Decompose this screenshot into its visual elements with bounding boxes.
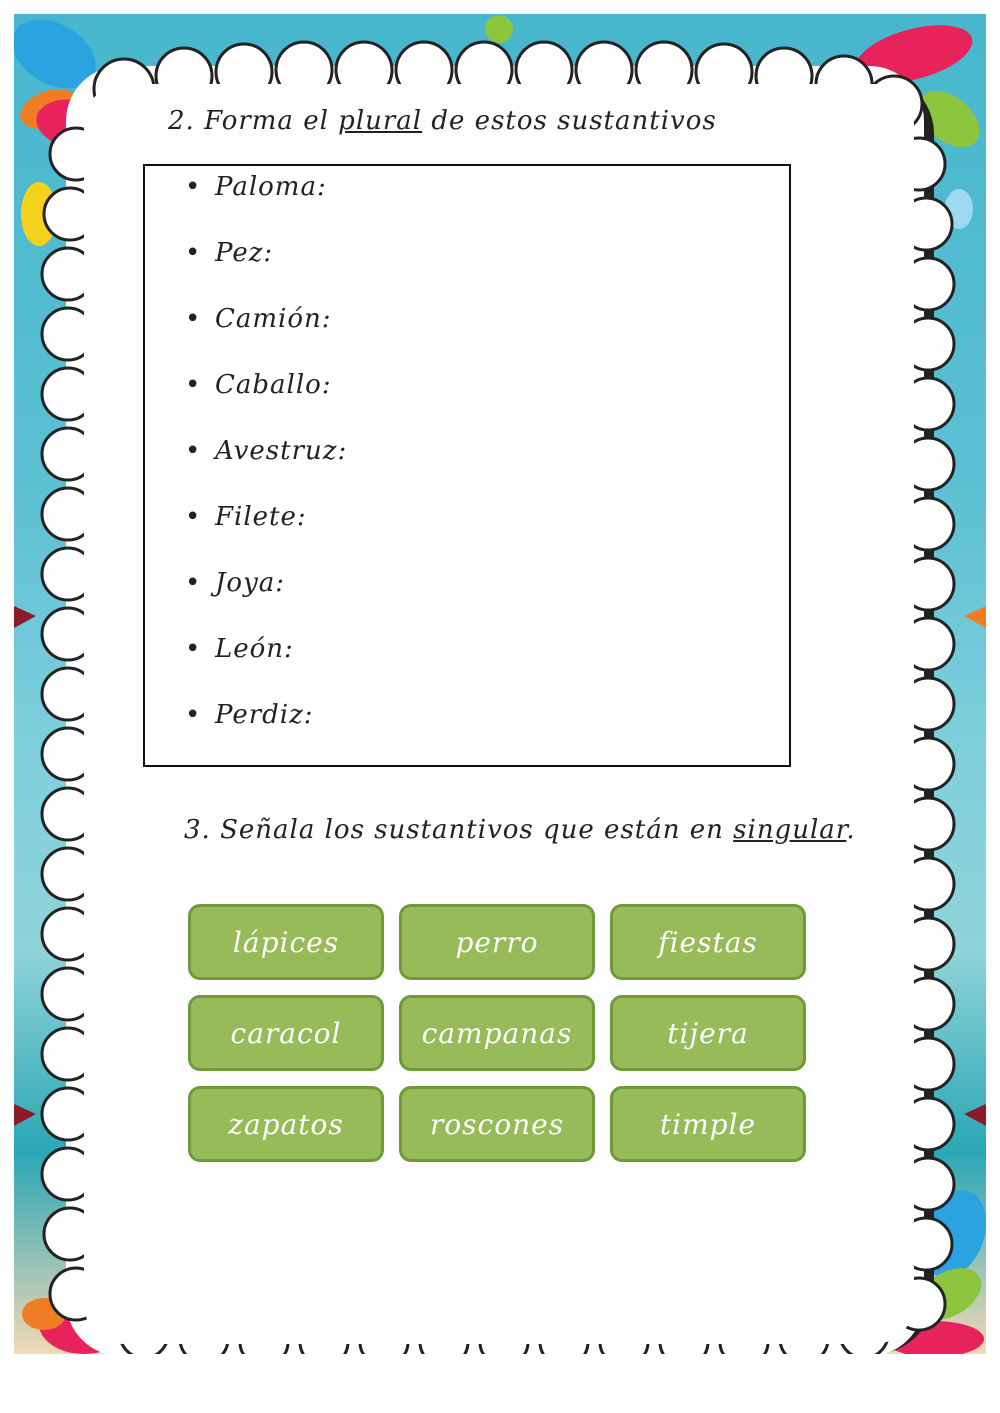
exercise-2-number: 2. [168,106,195,136]
word-button-perro[interactable]: perro [399,904,595,980]
bullet-icon: • [185,502,202,532]
word-button-tijera[interactable]: tijera [610,995,806,1071]
word-button-lapices[interactable]: lápices [188,904,384,980]
noun-item-paloma[interactable] [185,172,327,212]
noun-label: Perdiz: [215,700,314,730]
exercise-2-text-after: de estos sustantivos [431,106,717,136]
exercise-3-text-after: . [846,815,856,845]
exercise-2-underlined-word: plural [338,106,423,136]
bullet-icon: • [185,370,202,400]
bullet-icon: • [185,238,202,268]
bullet-icon: • [185,634,202,664]
noun-label: Joya: [215,568,286,598]
word-button-fiestas[interactable]: fiestas [610,904,806,980]
noun-item-leon[interactable] [185,634,294,674]
bullet-icon: • [185,172,202,202]
word-button-zapatos[interactable]: zapatos [188,1086,384,1162]
noun-label: Caballo: [215,370,332,400]
word-button-timple[interactable]: timple [610,1086,806,1162]
bullet-icon: • [185,700,202,730]
exercise-2-heading [168,106,717,136]
noun-item-filete[interactable] [185,502,307,542]
noun-item-perdiz[interactable] [185,700,314,740]
noun-item-caballo[interactable] [185,370,332,410]
noun-label: Filete: [215,502,307,532]
noun-item-camion[interactable] [185,304,332,344]
noun-item-avestruz[interactable] [185,436,347,476]
noun-label: Avestruz: [215,436,348,466]
noun-label: Paloma: [215,172,327,202]
bullet-icon: • [185,436,202,466]
noun-item-joya[interactable] [185,568,285,608]
exercise-3-text-before: Señala los sustantivos que están en [220,815,724,845]
bullet-icon: • [185,568,202,598]
plural-answer-box [143,164,791,767]
exercise-2-text-before: Forma el [204,106,329,136]
word-button-campanas[interactable]: campanas [399,995,595,1071]
noun-item-pez[interactable] [185,238,273,278]
exercise-3-number: 3. [184,815,211,845]
noun-label: Pez: [215,238,274,268]
exercise-3-underlined-word: singular [733,815,847,845]
exercise-3-heading [184,815,856,845]
word-button-caracol[interactable]: caracol [188,995,384,1071]
noun-label: Camión: [215,304,332,334]
noun-label: León: [215,634,294,664]
word-button-roscones[interactable]: roscones [399,1086,595,1162]
bullet-icon: • [185,304,202,334]
